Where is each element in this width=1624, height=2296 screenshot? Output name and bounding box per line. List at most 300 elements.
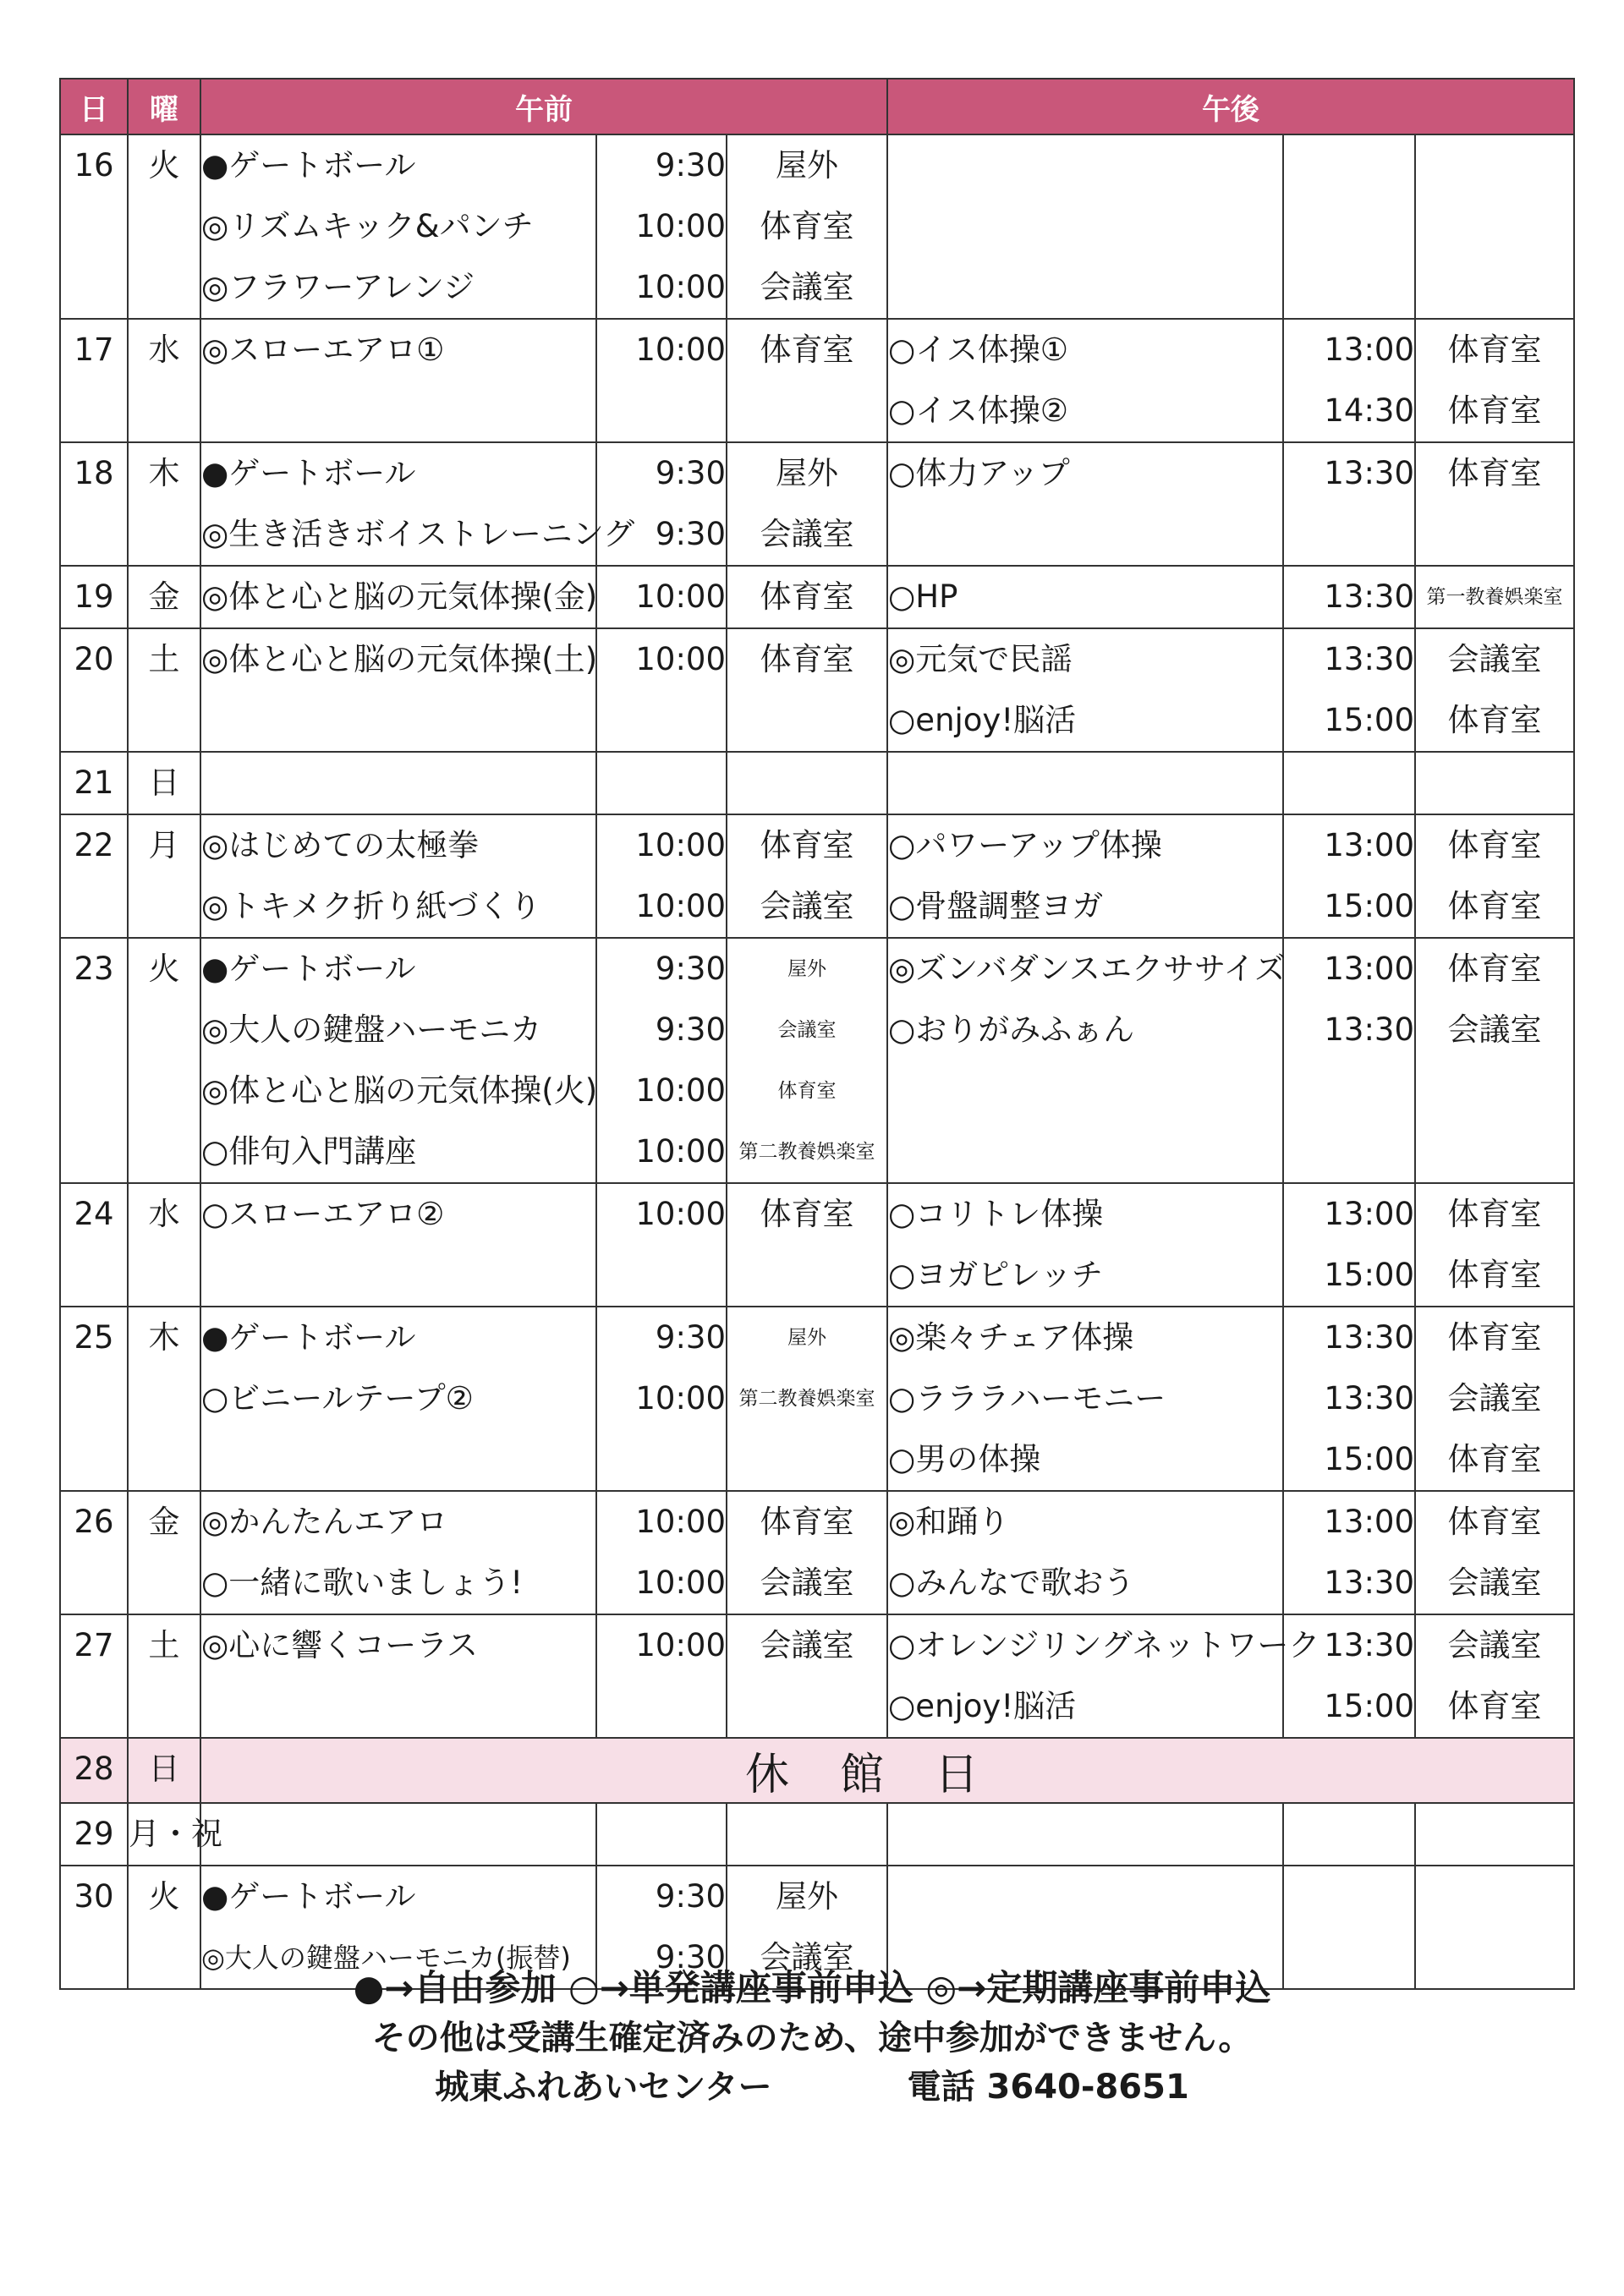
am-class-name: ●ゲートボール: [201, 1878, 416, 1915]
weekday-text: 月・祝: [129, 1816, 222, 1852]
am-class-room: 会議室: [760, 888, 854, 924]
schedule-row: [60, 1307, 1574, 1491]
pm-class-name: [888, 753, 1282, 814]
pm-class-name: [888, 1804, 1282, 1865]
am-class-time: 9:30: [655, 1878, 726, 1915]
pm-class-time: [1284, 753, 1414, 814]
am-class-time: [597, 690, 726, 751]
day-number: [60, 1307, 128, 1491]
pm-class-room: [1416, 504, 1573, 565]
weekday: [128, 1614, 200, 1738]
pm-class-time: 13:30: [1324, 1011, 1415, 1048]
am-class-room-cell: [727, 134, 887, 319]
am-class-name: ◎心に響くコーラス: [201, 1627, 479, 1663]
am-class-time: 9:30: [655, 516, 726, 552]
am-class-time: 9:30: [655, 951, 726, 987]
am-class-time: [597, 1676, 726, 1737]
day-number: [60, 1803, 128, 1866]
am-class-time: 10:00: [635, 208, 726, 244]
am-class-room-cell: [727, 1614, 887, 1738]
pm-class-time: 15:00: [1324, 1441, 1415, 1477]
am-class-time-cell: [596, 566, 727, 628]
pm-class-room: [1416, 753, 1573, 814]
am-class-room: 会議室: [760, 1564, 854, 1601]
pm-class-time: 15:00: [1324, 702, 1415, 738]
am-class-time-cell: [596, 814, 727, 938]
pm-class-room: 体育室: [1447, 951, 1542, 987]
am-class-room-cell: [727, 938, 887, 1183]
am-class-name: ○スローエアロ②: [201, 1196, 445, 1232]
schedule-row: [60, 628, 1574, 752]
pm-class-time-cell: [1283, 628, 1415, 752]
closed-day-label: 休館日: [200, 1738, 1574, 1803]
day-number-text: 23: [74, 951, 114, 987]
am-class-name: ◎かんたんエアロ: [201, 1504, 448, 1540]
pm-class-room-cell: [1415, 1491, 1574, 1614]
weekday: [128, 1183, 200, 1307]
pm-class-time-cell: [1283, 1491, 1415, 1614]
am-class-name: ●ゲートボール: [201, 147, 416, 184]
am-class-name: [201, 1245, 595, 1306]
weekday-text: 月: [148, 827, 180, 863]
pm-class-name: ◎元気で民謡: [888, 641, 1073, 677]
weekday-text: 水: [148, 1196, 180, 1232]
pm-class-time: 13:30: [1324, 1564, 1415, 1601]
weekday: [128, 319, 200, 442]
am-class-time: 10:00: [635, 1564, 726, 1601]
am-class-room: 屋外: [776, 147, 838, 184]
pm-class-name: ○イス体操②: [888, 392, 1069, 429]
am-class-room: [727, 1676, 886, 1737]
am-class-room: 屋外: [787, 1327, 826, 1349]
pm-class-name: ○おりがみふぁん: [888, 1011, 1135, 1048]
pm-class-name: ○ラララハーモニー: [888, 1380, 1166, 1417]
weekday: [128, 1491, 200, 1614]
pm-class-room: 体育室: [1447, 888, 1542, 924]
pm-class-time: [1284, 1866, 1414, 1927]
pm-class-room-cell: [1415, 566, 1574, 628]
day-number: [60, 1491, 128, 1614]
day-number: [60, 628, 128, 752]
day-number: [60, 1614, 128, 1738]
am-class-time-cell: [596, 319, 727, 442]
weekday-text: 火: [148, 147, 180, 184]
am-class-name: ◎生き活きボイストレーニング: [201, 516, 635, 552]
am-class-time: 9:30: [655, 1319, 726, 1356]
am-class-name: ●ゲートボール: [201, 455, 416, 491]
am-class-room: 体育室: [760, 578, 854, 615]
am-class-time: [597, 1429, 726, 1490]
pm-class-time-cell: [1283, 566, 1415, 628]
weekday-text: 火: [148, 1878, 180, 1915]
schedule-row: [60, 134, 1574, 319]
am-class-time: 10:00: [635, 641, 726, 677]
pm-class-room-cell: [1415, 134, 1574, 319]
weekday: [128, 938, 200, 1183]
pm-class-name: ○男の体操: [888, 1441, 1041, 1477]
am-class-time: 10:00: [635, 332, 726, 368]
day-number: [60, 442, 128, 566]
am-class-name: ◎はじめての太極拳: [201, 827, 480, 863]
pm-class-room-cell: [1415, 814, 1574, 938]
schedule-row: [60, 1491, 1574, 1614]
pm-class-name-cell: [887, 814, 1283, 938]
am-class-room-cell: [727, 1183, 887, 1307]
pm-class-room: 体育室: [1447, 392, 1542, 429]
pm-class-name-cell: [887, 628, 1283, 752]
day-number-text: 24: [74, 1196, 114, 1232]
pm-class-name: [888, 135, 1282, 196]
am-class-time: 10:00: [635, 1504, 726, 1540]
pm-class-room: 体育室: [1447, 827, 1542, 863]
pm-class-time: [1284, 196, 1414, 257]
am-class-name: [201, 1429, 595, 1490]
weekday-text: 土: [148, 1627, 180, 1663]
pm-class-name-cell: [887, 752, 1283, 814]
pm-class-room: [1416, 1060, 1573, 1121]
pm-class-room: [1416, 1866, 1573, 1927]
day-number-text: 26: [74, 1504, 114, 1540]
am-class-name-cell: [200, 134, 596, 319]
pm-class-room-cell: [1415, 938, 1574, 1183]
header-weekday: 曜: [128, 79, 200, 134]
am-class-time-cell: [596, 1307, 727, 1491]
day-number-text: 19: [74, 578, 114, 615]
am-class-time: 10:00: [635, 1196, 726, 1232]
pm-class-room: [1416, 257, 1573, 318]
day-number-text: 21: [74, 764, 114, 801]
am-class-name-cell: [200, 938, 596, 1183]
pm-class-name-cell: [887, 134, 1283, 319]
am-class-room: 会議室: [760, 516, 854, 552]
pm-class-name: ◎和踊り: [888, 1504, 1010, 1540]
am-class-room: 体育室: [760, 208, 854, 244]
pm-class-name: ◎ズンバダンスエクササイズ: [888, 951, 1287, 987]
pm-class-name-cell: [887, 1307, 1283, 1491]
pm-class-time: [1284, 1060, 1414, 1121]
pm-class-room: 会議室: [1447, 1564, 1542, 1601]
pm-class-time: [1284, 257, 1414, 318]
phone-number: 電話 3640-8651: [907, 2068, 1189, 2107]
am-class-time: 10:00: [635, 827, 726, 863]
am-class-name-cell: [200, 1803, 596, 1866]
pm-class-name: ◎楽々チェア体操: [888, 1319, 1134, 1356]
pm-class-room: 体育室: [1447, 702, 1542, 738]
weekday-text: 火: [148, 951, 180, 987]
weekday: [128, 814, 200, 938]
day-number: [60, 319, 128, 442]
day-number: [60, 1738, 128, 1803]
am-class-time: 10:00: [635, 1072, 726, 1109]
day-number-text: 28: [74, 1751, 114, 1787]
weekday: [128, 134, 200, 319]
header-am: 午前: [200, 79, 887, 134]
weekday-text: 金: [148, 1504, 180, 1540]
am-class-room: 屋外: [776, 1878, 838, 1915]
am-class-name: ○一緒に歌いましょう!: [201, 1564, 524, 1601]
pm-class-room: 会議室: [1447, 1380, 1542, 1417]
am-class-name: [201, 1676, 595, 1737]
center-name: 城東ふれあいセンター: [435, 2068, 772, 2107]
am-class-room: [727, 690, 886, 751]
am-class-room-cell: [727, 566, 887, 628]
pm-class-time: 13:00: [1324, 951, 1415, 987]
am-class-time: 10:00: [635, 1133, 726, 1170]
pm-class-room: 体育室: [1447, 1257, 1542, 1293]
pm-class-time: 13:00: [1324, 827, 1415, 863]
pm-class-name-cell: [887, 319, 1283, 442]
weekday-text: 土: [148, 641, 180, 677]
pm-class-time-cell: [1283, 134, 1415, 319]
pm-class-time: 13:00: [1324, 1504, 1415, 1540]
am-class-room: 体育室: [760, 827, 854, 863]
pm-class-room-cell: [1415, 752, 1574, 814]
pm-class-time: [1284, 1804, 1414, 1865]
pm-class-room-cell: [1415, 1307, 1574, 1491]
day-number-text: 18: [74, 455, 114, 491]
legend-note: その他は受講生確定済みのため、途中参加ができません。: [371, 2019, 1253, 2058]
weekday-text: 金: [148, 578, 180, 615]
am-class-name: ◎スローエアロ①: [201, 332, 445, 368]
am-class-time-cell: [596, 628, 727, 752]
day-number: [60, 566, 128, 628]
pm-class-room: 体育室: [1447, 332, 1542, 368]
am-class-room: 屋外: [787, 958, 826, 980]
am-class-time: 10:00: [635, 1380, 726, 1417]
pm-class-name: [888, 1866, 1282, 1927]
pm-class-time: 14:30: [1324, 392, 1415, 429]
schedule-row: [60, 752, 1574, 814]
schedule-row: [60, 1803, 1574, 1866]
weekday: [128, 1307, 200, 1491]
am-class-name: ◎体と心と脳の元気体操(土): [201, 641, 598, 677]
pm-class-room: 体育室: [1447, 1319, 1542, 1356]
pm-class-name: [888, 196, 1282, 257]
pm-class-name: ○みんなで歌おう: [888, 1564, 1135, 1601]
pm-class-time-cell: [1283, 442, 1415, 566]
contact-line: [0, 2060, 1624, 2108]
am-class-name: ○ビニールテープ②: [201, 1380, 474, 1417]
pm-class-time-cell: [1283, 1307, 1415, 1491]
pm-class-name: [888, 1121, 1282, 1182]
am-class-room: 体育室: [760, 641, 854, 677]
day-number-text: 29: [74, 1816, 114, 1852]
am-class-name: ◎リズムキック&パンチ: [201, 208, 534, 244]
pm-class-time: 13:00: [1324, 1196, 1415, 1232]
am-class-time-cell: [596, 1491, 727, 1614]
am-class-name-cell: [200, 814, 596, 938]
am-class-room: [727, 381, 886, 441]
am-class-room-cell: [727, 1803, 887, 1866]
pm-class-name: ○コリトレ体操: [888, 1196, 1104, 1232]
am-class-room-cell: [727, 752, 887, 814]
am-class-name-cell: [200, 319, 596, 442]
schedule-row: [60, 814, 1574, 938]
am-class-name: [201, 1804, 595, 1865]
pm-class-time-cell: [1283, 814, 1415, 938]
pm-class-room: 体育室: [1447, 455, 1542, 491]
am-class-room-cell: [727, 442, 887, 566]
pm-class-room: 体育室: [1447, 1688, 1542, 1724]
pm-class-time: 13:30: [1324, 455, 1415, 491]
day-number: [60, 1183, 128, 1307]
day-number: [60, 134, 128, 319]
pm-class-name: ○パワーアップ体操: [888, 827, 1162, 863]
pm-class-name: ○イス体操①: [888, 332, 1069, 368]
am-class-room: 会議室: [760, 1939, 854, 1975]
am-class-time: [597, 1245, 726, 1306]
am-class-name-cell: [200, 566, 596, 628]
pm-class-time: [1284, 135, 1414, 196]
weekday: [128, 628, 200, 752]
am-class-name-cell: [200, 1491, 596, 1614]
am-class-name-cell: [200, 1183, 596, 1307]
pm-class-time: 13:00: [1324, 332, 1415, 368]
day-number: [60, 938, 128, 1183]
am-class-room-cell: [727, 319, 887, 442]
weekday: [128, 1803, 222, 1866]
am-class-time: [597, 381, 726, 441]
pm-class-room-cell: [1415, 442, 1574, 566]
am-class-room: [727, 753, 886, 814]
schedule-body: [60, 134, 1574, 1989]
day-number-text: 20: [74, 641, 114, 677]
pm-class-name-cell: [887, 1183, 1283, 1307]
am-class-room: [727, 1804, 886, 1865]
am-class-room-cell: [727, 628, 887, 752]
pm-class-name: ○HP: [888, 578, 958, 615]
weekday-text: 日: [148, 1751, 180, 1787]
schedule-row: [60, 566, 1574, 628]
am-class-time: 10:00: [635, 888, 726, 924]
am-class-name: ◎大人の鍵盤ハーモニカ(振替): [201, 1942, 571, 1974]
pm-class-room-cell: [1415, 319, 1574, 442]
pm-class-name-cell: [887, 1614, 1320, 1738]
am-class-room: 体育室: [760, 1504, 854, 1540]
schedule-row: [60, 938, 1574, 1183]
am-class-name-cell: [200, 442, 635, 566]
pm-class-name: [888, 1060, 1282, 1121]
am-class-name-cell: [200, 1307, 596, 1491]
am-class-name: ●ゲートボール: [201, 951, 416, 987]
pm-class-name: ○オレンジリングネットワーク: [888, 1627, 1320, 1663]
pm-class-room: 体育室: [1447, 1196, 1542, 1232]
am-class-room: [727, 1429, 886, 1490]
am-class-time: 9:30: [655, 455, 726, 491]
day-number-text: 25: [74, 1319, 114, 1356]
day-number: [60, 814, 128, 938]
header-pm: 午後: [887, 79, 1574, 134]
pm-class-time: 15:00: [1324, 1688, 1415, 1724]
pm-class-room: [1416, 135, 1573, 196]
pm-class-room: 会議室: [1447, 1011, 1542, 1048]
pm-class-room-cell: [1415, 628, 1574, 752]
am-class-name: ◎体と心と脳の元気体操(金): [201, 578, 598, 615]
weekday-text: 日: [148, 764, 180, 801]
pm-class-time: [1284, 1121, 1414, 1182]
day-number-text: 30: [74, 1878, 114, 1915]
am-class-time-cell: [596, 1803, 727, 1866]
pm-class-name-cell: [887, 566, 1283, 628]
pm-class-name: [888, 257, 1282, 318]
pm-class-room-cell: [1415, 1183, 1574, 1307]
am-class-name-cell: [200, 752, 596, 814]
header-row: [60, 79, 1574, 134]
pm-class-name-cell: [887, 938, 1287, 1183]
day-number-text: 17: [74, 332, 114, 368]
legend-symbols: ●→自由参加 ○→単発講座事前申込 ◎→定期講座事前申込: [353, 1967, 1271, 2008]
pm-class-time-cell: [1283, 1803, 1415, 1866]
pm-class-name: ○体力アップ: [888, 455, 1070, 491]
am-class-time: [597, 753, 726, 814]
am-class-room: 体育室: [760, 332, 854, 368]
schedule-table: [59, 78, 1575, 1990]
pm-class-room: 第一教養娯楽室: [1426, 586, 1563, 608]
am-class-name: [201, 381, 595, 441]
am-class-name-cell: [200, 1614, 596, 1738]
pm-class-room: 体育室: [1447, 1441, 1542, 1477]
am-class-name: ◎フラワーアレンジ: [201, 269, 475, 305]
schedule-row: [60, 1614, 1574, 1738]
am-class-name: ◎体と心と脳の元気体操(火): [201, 1072, 598, 1109]
pm-class-time-cell: [1283, 319, 1415, 442]
pm-class-time: [1284, 504, 1414, 565]
am-class-room: 体育室: [777, 1080, 837, 1102]
pm-class-room: [1416, 1804, 1573, 1865]
pm-class-name-cell: [887, 1803, 1283, 1866]
pm-class-time: 13:30: [1324, 641, 1415, 677]
am-class-room-cell: [727, 1491, 887, 1614]
pm-class-name: ○骨盤調整ヨガ: [888, 888, 1104, 924]
day-number-text: 27: [74, 1627, 114, 1663]
pm-class-room: [1416, 1121, 1573, 1182]
pm-class-name: ○enjoy!脳活: [888, 1688, 1077, 1724]
pm-class-room-cell: [1415, 1614, 1574, 1738]
am-class-time-cell: [596, 938, 727, 1183]
am-class-time-cell: [596, 134, 727, 319]
pm-class-time-cell: [1283, 1183, 1415, 1307]
schedule-row: [60, 1738, 1574, 1803]
pm-class-name-cell: [887, 442, 1283, 566]
pm-class-name-cell: [887, 1491, 1283, 1614]
am-class-name: ◎トキメク折り紙づくり: [201, 888, 541, 924]
am-class-name: ●ゲートボール: [201, 1319, 416, 1356]
pm-class-room: [1416, 196, 1573, 257]
day-number: [60, 752, 128, 814]
am-class-room: 体育室: [760, 1196, 854, 1232]
pm-class-name: ○enjoy!脳活: [888, 702, 1077, 738]
weekday-text: 木: [148, 1319, 180, 1356]
header-day: 日: [60, 79, 128, 134]
day-number-text: 16: [74, 147, 114, 184]
am-class-time: 10:00: [635, 1627, 726, 1663]
am-class-time: 10:00: [635, 578, 726, 615]
pm-class-room: 体育室: [1447, 1504, 1542, 1540]
am-class-time: [597, 1804, 726, 1865]
am-class-room-cell: [727, 814, 887, 938]
am-class-name-cell: [200, 628, 596, 752]
pm-class-room: 会議室: [1447, 1627, 1542, 1663]
am-class-room: 会議室: [760, 1627, 854, 1663]
am-class-room: 第二教養娯楽室: [738, 1388, 875, 1410]
weekday: [128, 442, 200, 566]
pm-class-time-cell: [1283, 752, 1415, 814]
day-number-text: 22: [74, 827, 114, 863]
pm-class-time: 15:00: [1324, 1257, 1415, 1293]
weekday: [128, 752, 200, 814]
pm-class-time: 15:00: [1324, 888, 1415, 924]
pm-class-room-cell: [1415, 1803, 1574, 1866]
